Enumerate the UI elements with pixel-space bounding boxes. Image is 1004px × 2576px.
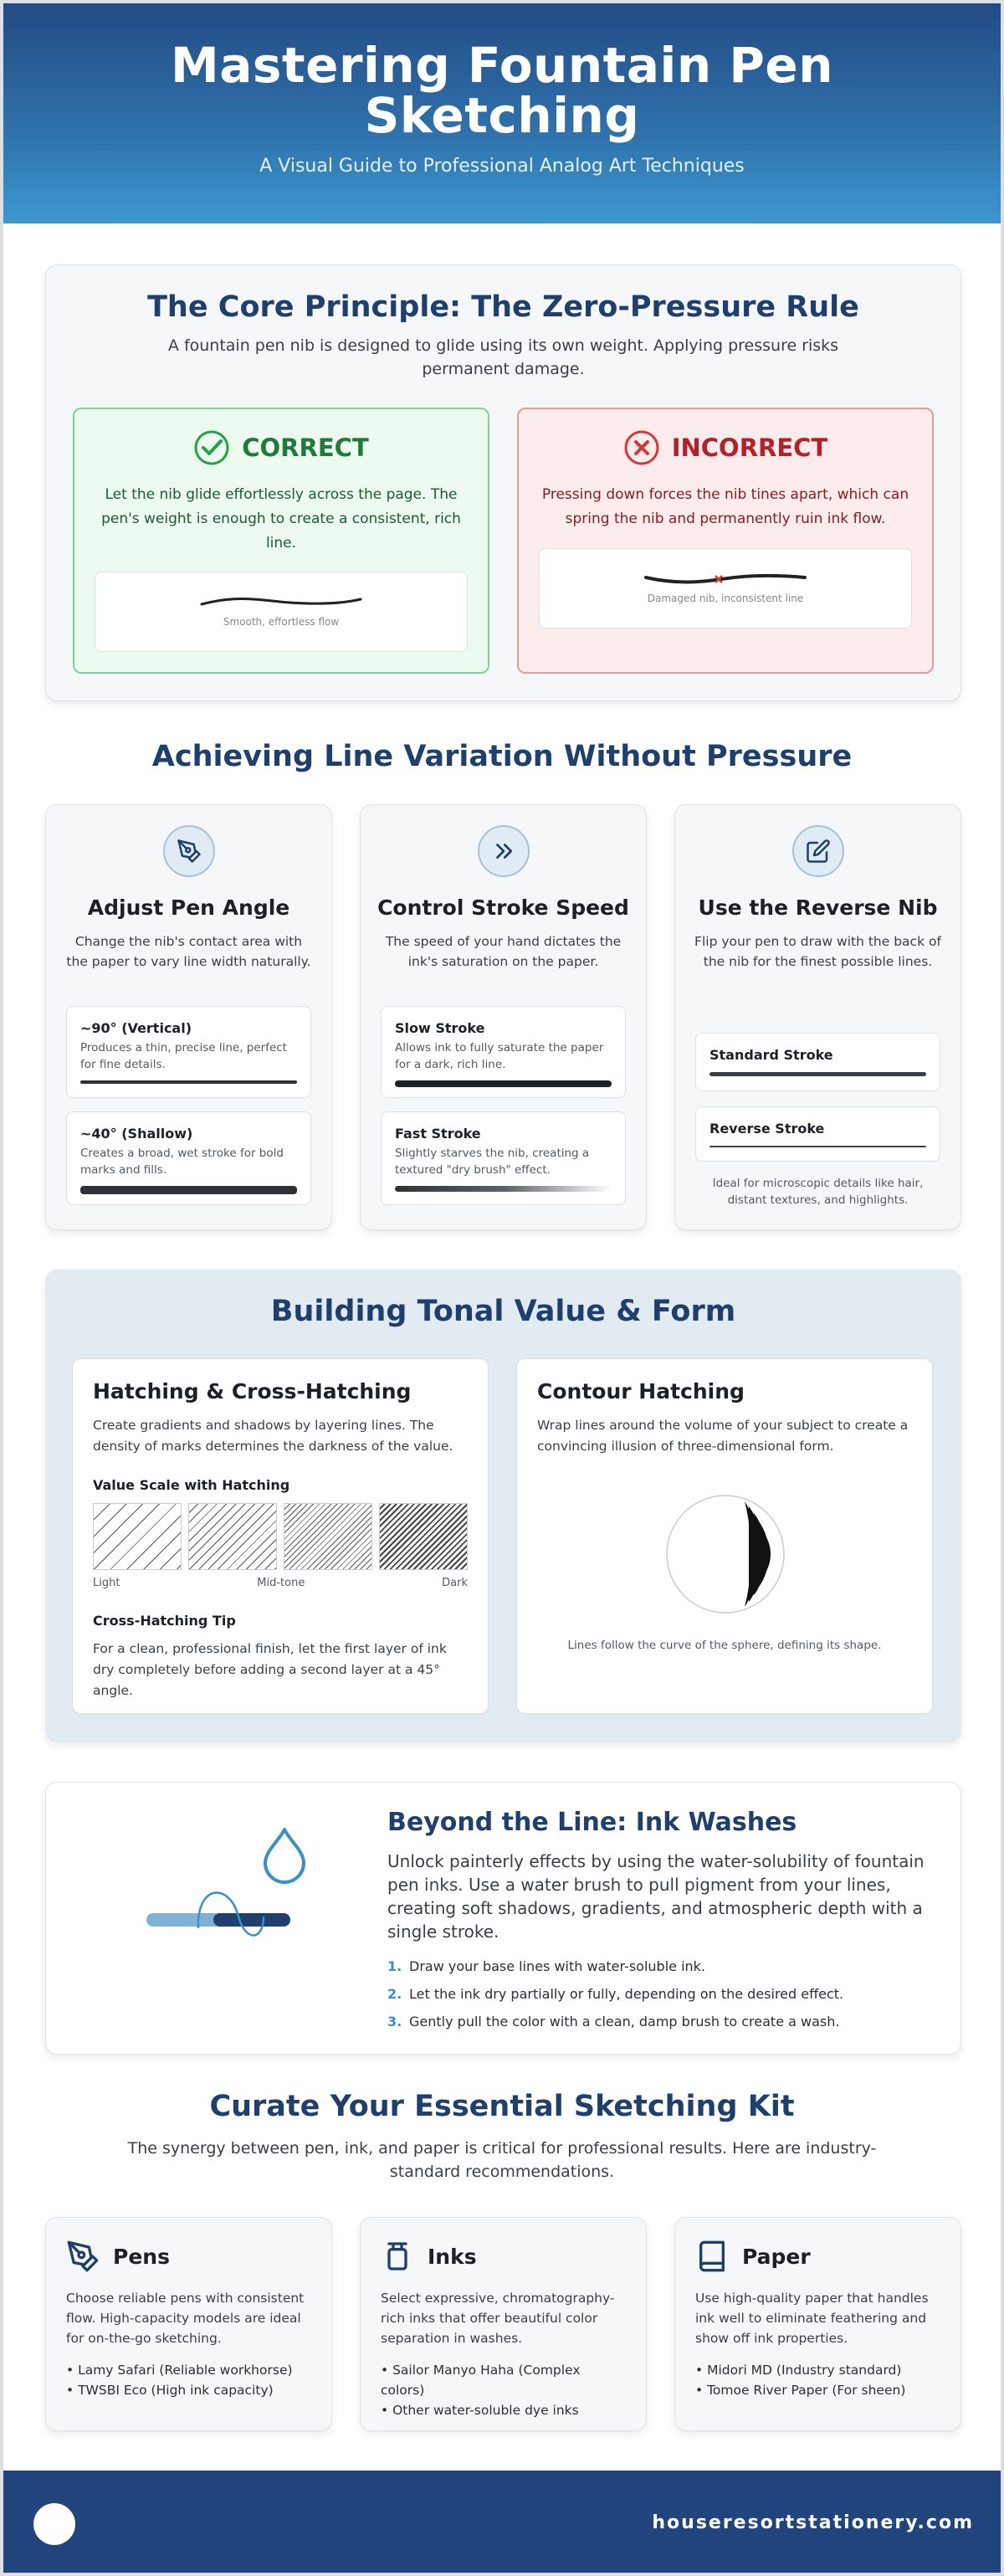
example-title: ~90° (Vertical) bbox=[80, 1020, 192, 1036]
pens-title: Pens bbox=[113, 2244, 170, 2269]
fine-line-sample bbox=[709, 1146, 926, 1147]
core-subtitle: A fountain pen nib is designed to glide using its own weight. Applying pressure risks permanent damage. bbox=[167, 336, 839, 378]
list-item: • Lamy Safari (Reliable workhorse) bbox=[66, 2363, 293, 2378]
x-circle-icon bbox=[623, 429, 660, 466]
kit-header bbox=[3, 2090, 1001, 2183]
wash-text: Unlock painterly effects by using the water-solubility of fountain pen inks. Use a water brush to pull pigment from your lines, creating soft shadows, gradients, and atmospheric depth with a single stroke. bbox=[387, 1851, 925, 1942]
value-scale bbox=[93, 1503, 468, 1570]
example-title: Slow Stroke bbox=[395, 1020, 485, 1036]
tonal-title: Building Tonal Value & Form bbox=[270, 1295, 736, 1328]
tonal-section bbox=[45, 1270, 961, 1742]
step-text: Let the ink dry partially or fully, depending on the desired effect. bbox=[409, 1986, 844, 2002]
core-principle-section bbox=[45, 264, 961, 701]
paper-card bbox=[674, 2217, 961, 2431]
logo-dot bbox=[33, 2503, 75, 2545]
value-scale-title: Value Scale with Hatching bbox=[93, 1477, 290, 1493]
hatch-swatch-dark bbox=[379, 1503, 468, 1570]
page-subtitle: A Visual Guide to Professional Analog Art Techniques bbox=[259, 156, 745, 177]
pen-icon bbox=[66, 2240, 100, 2273]
hatching-text: Create gradients and shadows by layering lines. The density of marks determines the darkness of the value. bbox=[93, 1418, 453, 1454]
pens-text: Choose reliable pens with consistent flow. High-capacity models are ideal for on-the-go sketching. bbox=[66, 2291, 305, 2346]
dark-line-sample bbox=[395, 1080, 612, 1087]
reverse-note: Ideal for microscopic details like hair, distant textures, and highlights. bbox=[712, 1177, 924, 1207]
example-text: Allows ink to fully saturate the paper for a dark, rich line. bbox=[395, 1041, 604, 1071]
incorrect-text: Pressing down forces the nib tines apart, which can spring the nib and permanently ruin ink flow. bbox=[541, 486, 909, 527]
correct-demo bbox=[95, 572, 468, 652]
list-item: • Tomoe River Paper (For sheen) bbox=[695, 2383, 906, 2398]
speed-card bbox=[360, 804, 647, 1230]
standard-stroke-example bbox=[695, 1033, 940, 1091]
scale-label-dark: Dark bbox=[442, 1577, 468, 1589]
list-item: • Midori MD (Industry standard) bbox=[695, 2363, 902, 2378]
hatch-swatch-light bbox=[93, 1503, 182, 1570]
correct-heading bbox=[95, 429, 468, 466]
pens-heading bbox=[66, 2240, 311, 2273]
kit-subtitle: The synergy between pen, ink, and paper is critical for professional results. Here are industry-standard recommendations. bbox=[127, 2139, 877, 2181]
scale-label-mid: Mid-tone bbox=[257, 1577, 305, 1589]
incorrect-label: INCORRECT bbox=[671, 434, 828, 462]
example-title: Fast Stroke bbox=[395, 1126, 481, 1142]
kit-title: Curate Your Essential Sketching Kit bbox=[209, 2090, 795, 2123]
pen-nib-icon bbox=[163, 825, 215, 877]
line-variation-title: Achieving Line Variation Without Pressure bbox=[151, 740, 853, 773]
hero-header bbox=[3, 3, 1001, 223]
fast-stroke-example bbox=[381, 1111, 626, 1205]
hatching-title: Hatching & Cross-Hatching bbox=[93, 1379, 412, 1403]
correct-panel bbox=[73, 408, 489, 674]
angle-card-title: Adjust Pen Angle bbox=[87, 895, 290, 920]
thin-line-sample bbox=[80, 1080, 297, 1084]
list-item bbox=[387, 2008, 843, 2035]
check-circle-icon bbox=[193, 429, 230, 466]
example-text: Produces a thin, precise line, perfect for fine details. bbox=[80, 1041, 287, 1071]
double-chevron-right-icon bbox=[478, 825, 530, 877]
inks-list bbox=[381, 2360, 626, 2420]
page-title: Mastering Fountain Pen Sketching bbox=[171, 37, 833, 144]
inks-title: Inks bbox=[428, 2244, 477, 2269]
footer-site-link[interactable]: houseresortstationery.com bbox=[652, 2512, 974, 2533]
core-title: The Core Principle: The Zero-Pressure Rule bbox=[147, 290, 859, 324]
hatch-swatch-mid-dark bbox=[284, 1503, 372, 1570]
edit-icon bbox=[792, 825, 844, 877]
wash-steps bbox=[387, 1953, 843, 2035]
correct-caption: Smooth, effortless flow bbox=[223, 616, 340, 628]
incorrect-caption: Damaged nib, inconsistent line bbox=[647, 593, 804, 604]
scale-label-light: Light bbox=[93, 1577, 120, 1589]
angle-card-desc: Change the nib's contact area with the paper to vary line width naturally. bbox=[66, 934, 311, 969]
inks-heading bbox=[381, 2240, 626, 2273]
damaged-stroke bbox=[642, 571, 809, 588]
wash-title: Beyond the Line: Ink Washes bbox=[387, 1808, 797, 1837]
pens-card bbox=[45, 2217, 332, 2431]
standard-line-sample bbox=[709, 1072, 926, 1076]
contour-title: Contour Hatching bbox=[537, 1379, 745, 1403]
paper-list bbox=[695, 2360, 940, 2400]
pens-list bbox=[66, 2360, 311, 2400]
paper-title: Paper bbox=[742, 2244, 811, 2269]
step-text: Draw your base lines with water-soluble ink. bbox=[409, 1958, 706, 1974]
contour-caption: Lines follow the curve of the sphere, defining its shape. bbox=[567, 1639, 882, 1652]
list-item: • Sailor Manyo Haha (Complex colors) bbox=[381, 2363, 581, 2398]
correct-label: CORRECT bbox=[242, 434, 369, 462]
vertical-angle-example bbox=[66, 1006, 311, 1098]
step-number: 3. bbox=[387, 2014, 402, 2029]
ink-bottle-icon bbox=[381, 2240, 414, 2273]
reverse-nib-card bbox=[674, 804, 961, 1230]
paper-text: Use high-quality paper that handles ink well to eliminate feathering and show off ink properties. bbox=[695, 2291, 929, 2346]
value-scale-labels bbox=[93, 1577, 468, 1589]
step-number: 2. bbox=[387, 1986, 402, 2002]
footer bbox=[3, 2471, 1004, 2576]
list-item bbox=[387, 1980, 843, 2008]
inks-text: Select expressive, chromatography-rich inks that offer beautiful color separation in washes. bbox=[381, 2291, 615, 2346]
tip-title: Cross-Hatching Tip bbox=[93, 1613, 236, 1629]
hatching-panel bbox=[72, 1358, 489, 1714]
step-number: 1. bbox=[387, 1958, 402, 1974]
contour-sphere-illustration bbox=[663, 1491, 788, 1617]
example-title: Standard Stroke bbox=[709, 1047, 833, 1063]
book-icon bbox=[695, 2240, 729, 2273]
broad-line-sample bbox=[80, 1186, 297, 1194]
example-text: Creates a broad, wet stroke for bold marks and fills. bbox=[80, 1147, 284, 1177]
smooth-stroke bbox=[197, 594, 365, 611]
reverse-card-title: Use the Reverse Nib bbox=[698, 895, 938, 920]
hatch-swatch-light-mid bbox=[188, 1503, 277, 1570]
reverse-stroke-example bbox=[695, 1106, 940, 1162]
incorrect-demo bbox=[539, 548, 912, 629]
tip-text: For a clean, professional finish, let the first layer of ink dry completely before adding a second layer at a 45° angle. bbox=[93, 1641, 447, 1698]
ink-wash-illustration bbox=[138, 1824, 339, 1958]
inks-card bbox=[360, 2217, 647, 2431]
example-title: Reverse Stroke bbox=[709, 1121, 825, 1137]
example-text: Slightly starves the nib, creating a textured "dry brush" effect. bbox=[395, 1147, 590, 1177]
example-title: ~40° (Shallow) bbox=[80, 1126, 193, 1142]
paper-heading bbox=[695, 2240, 940, 2273]
speed-card-desc: The speed of your hand dictates the ink's saturation on the paper. bbox=[385, 934, 622, 969]
contour-panel bbox=[516, 1358, 933, 1714]
reverse-card-desc: Flip your pen to draw with the back of the nib for the finest possible lines. bbox=[694, 934, 941, 969]
list-item: • TWSBI Eco (High ink capacity) bbox=[66, 2383, 274, 2398]
ink-wash-section bbox=[45, 1782, 961, 2055]
contour-text: Wrap lines around the volume of your subject to create a convincing illusion of three-dimensional form. bbox=[537, 1418, 909, 1454]
speed-card-title: Control Stroke Speed bbox=[377, 895, 629, 920]
correct-text: Let the nib glide effortlessly across the page. The pen's weight is enough to create a consistent, rich line. bbox=[101, 486, 461, 552]
incorrect-panel bbox=[517, 408, 934, 674]
shallow-angle-example bbox=[66, 1111, 311, 1205]
slow-stroke-example bbox=[381, 1006, 626, 1098]
dry-brush-sample bbox=[395, 1186, 612, 1192]
list-item: • Other water-soluble dye inks bbox=[381, 2403, 579, 2418]
angle-card bbox=[45, 804, 332, 1230]
step-text: Gently pull the color with a clean, damp brush to create a wash. bbox=[409, 2014, 840, 2029]
list-item bbox=[387, 1953, 843, 1980]
incorrect-heading bbox=[539, 429, 912, 466]
